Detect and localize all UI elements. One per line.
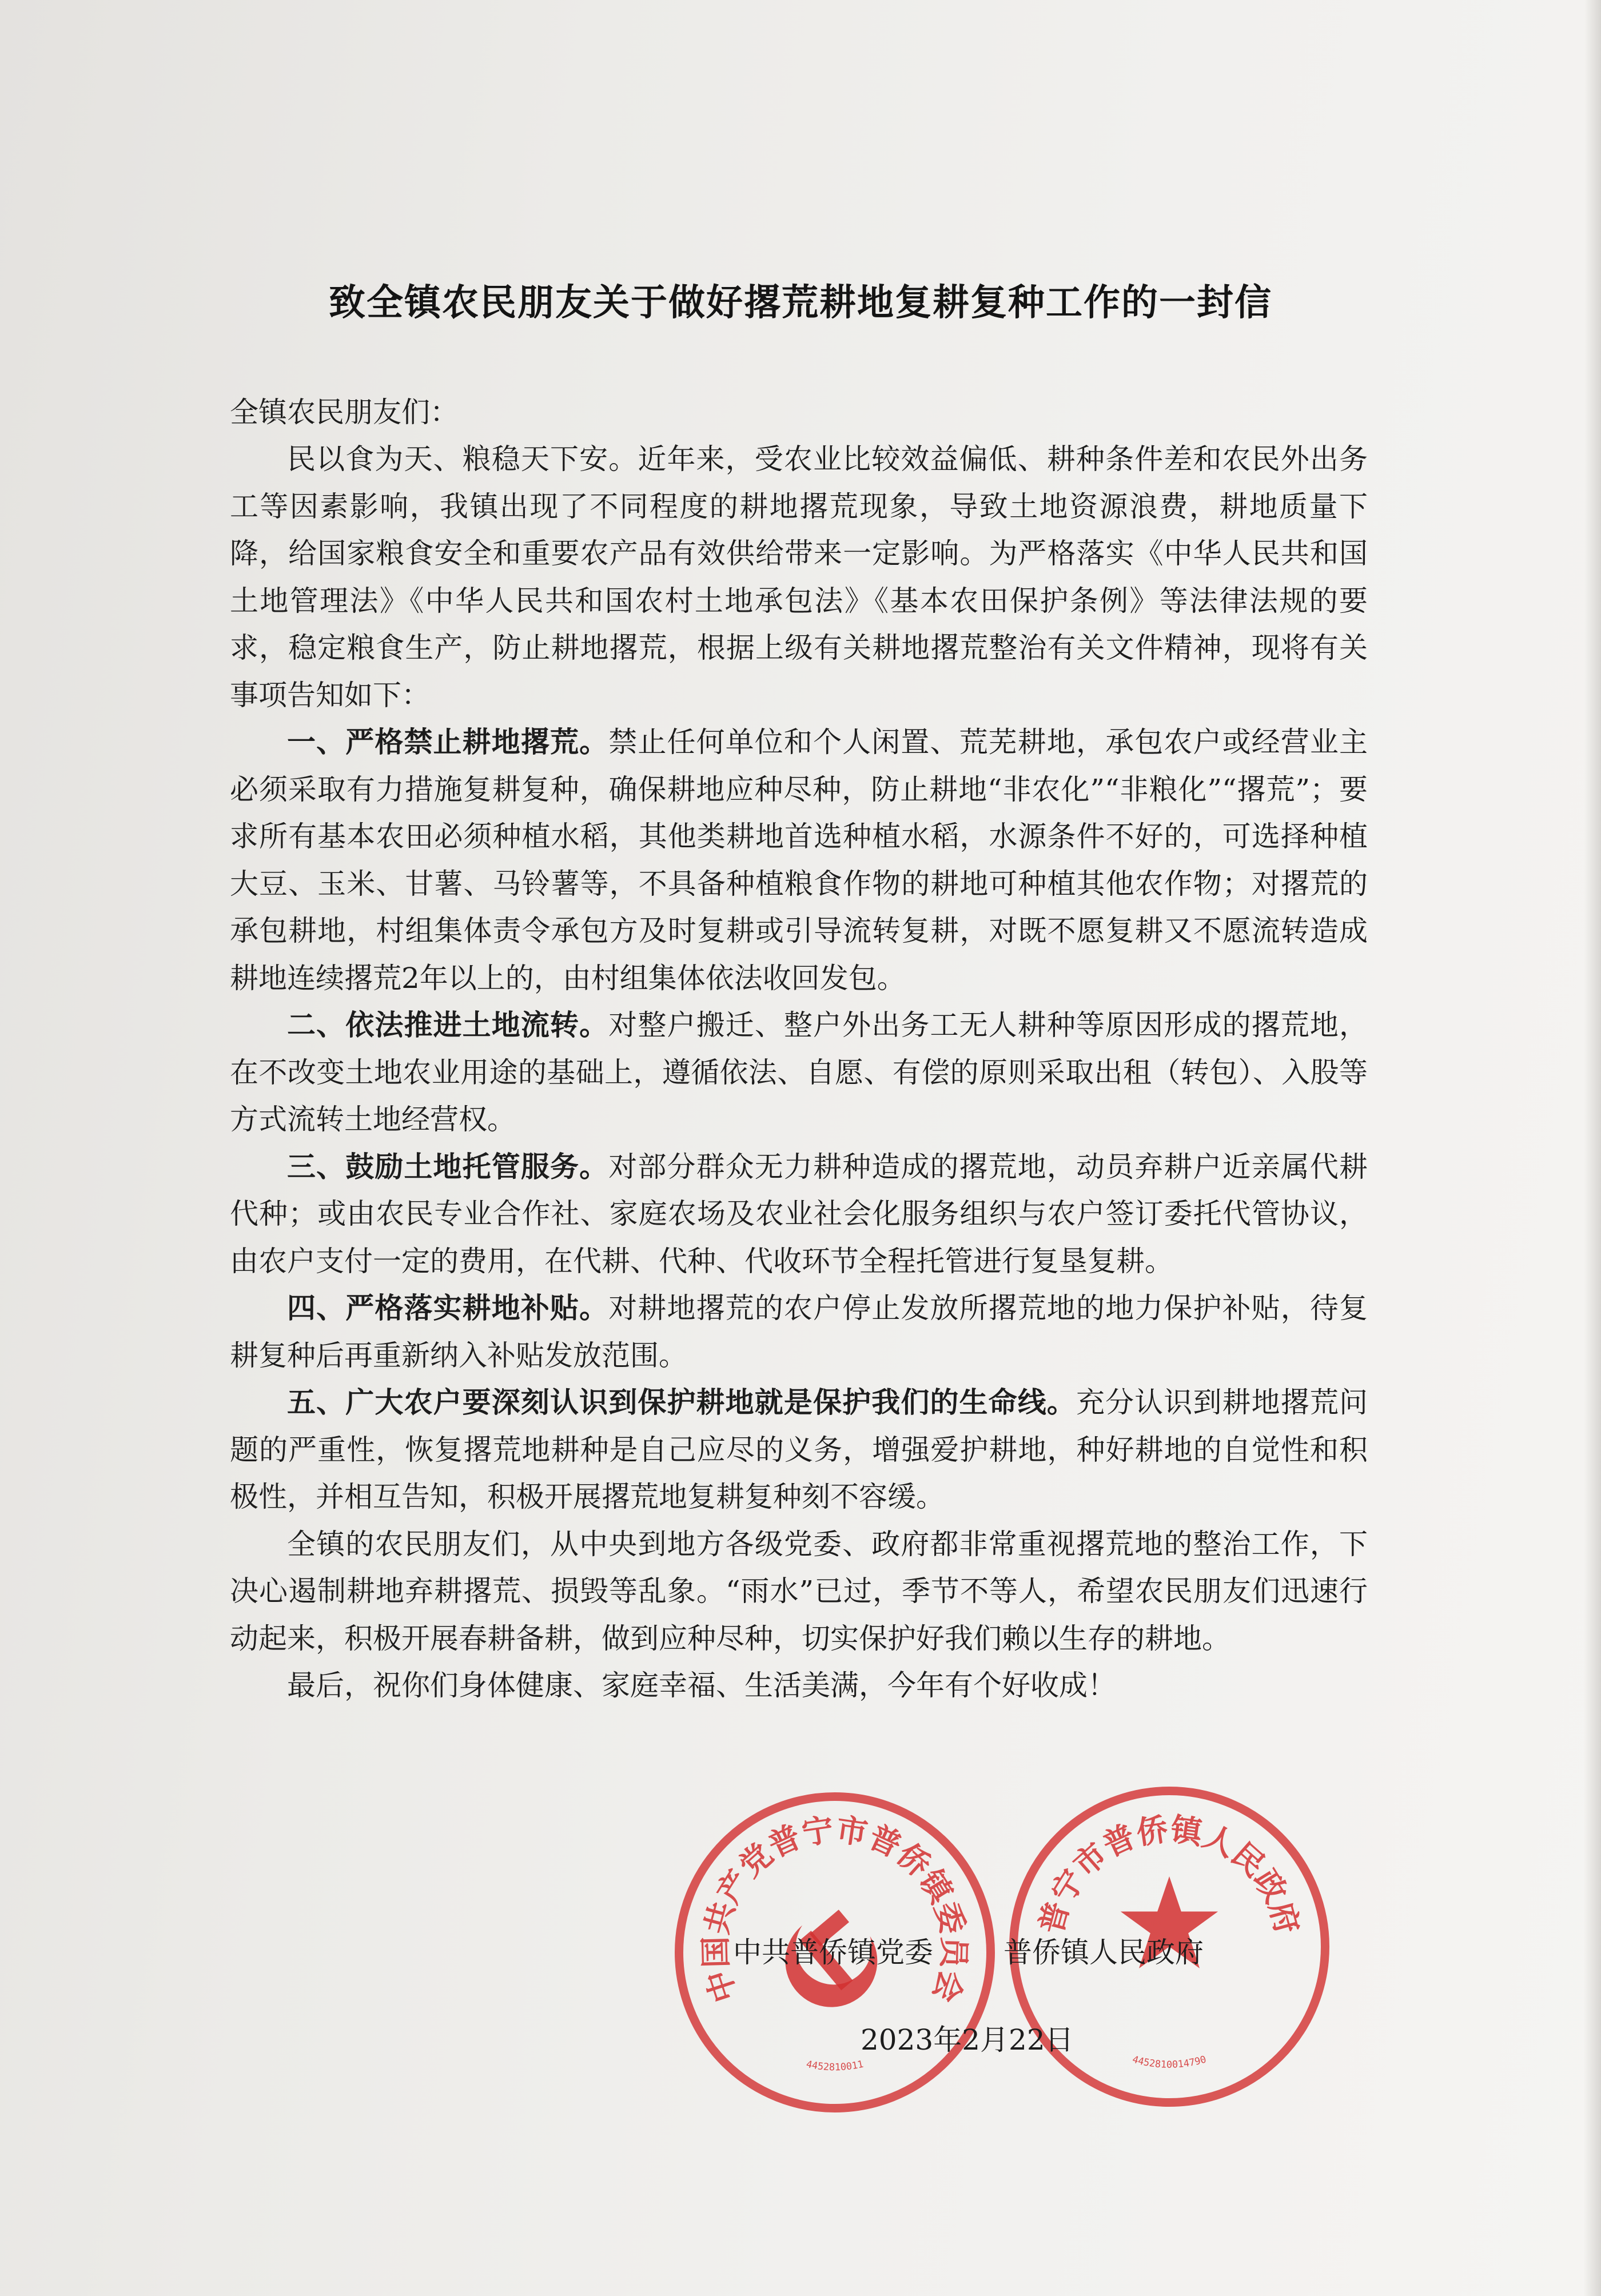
item-text-2: 对整户搬迁、整户外出务工无人耕种等原因形成的撂荒地，在不改变土地农业用途的基础上，遵循依法、自愿、有偿的原则采取出租（转包）、入股等方式流转土地经营权。 xyxy=(230,1009,1368,1136)
gov-seal-code-path: 4452810014790 xyxy=(1130,2054,1208,2071)
party-seal-code xyxy=(805,2059,865,2074)
item-text-1: 禁止任何单位和个人闲置、荒芜耕地，承包农户或经营业主必须采取有力措施复耕复种，确保耕地应种尽种，防止耕地“非农化”“非粮化”“撂荒”；要求所有基本农田必须种植水稻，其他类耕地首选种植水稻，水源条件不好的，可选择种植大豆、玉米、甘薯、马铃薯等，不具备种植粮食作物的耕地可种植其他农作物；对撂荒的承包耕地，村组集体责令承包方及时复耕或引导流转复耕，对既不愿复耕又不愿流转造成耕地连续撂荒2年以上的，由村组集体依法收回发包。 xyxy=(230,726,1368,995)
item-text-4: 对耕地撂荒的农户停止发放所撂荒地的地力保护补贴，待复耕复种后再重新纳入补贴发放范围。 xyxy=(230,1292,1368,1372)
item-paragraph-5 xyxy=(230,1379,1368,1521)
item-heading-3: 三、鼓励土地托管服务。 xyxy=(287,1150,609,1183)
closing-wishes: 最后，祝你们身体健康、家庭幸福、生活美满，今年有个好收成！ xyxy=(287,1669,1116,1702)
item-text-5: 充分认识到耕地撂荒问题的严重性，恢复撂荒地耕种是自己应尽的义务，增强爱护耕地，种好耕地的自觉性和积极性，并相互告知，积极开展撂荒地复耕复种刻不容缓。 xyxy=(230,1386,1368,1513)
item-paragraph-3 xyxy=(230,1143,1368,1285)
letter-body xyxy=(230,436,1368,1709)
item-heading-5: 五、广大农户要深刻认识到保护耕地就是保护我们的生命线。 xyxy=(287,1386,1076,1419)
closing-paragraph: 全镇的农民朋友们，从中央到地方各级党委、政府都非常重视撂荒地的整治工作，下决心遏制耕地弃耕撂荒、损毁等乱象。“雨水”已过，季节不等人，希望农民朋友们迅速行动起来，积极开展春耕备耕，做到应种尽种，切实保护好我们赖以生存的耕地。 xyxy=(230,1527,1368,1655)
signature-date: 2023年2月22日 xyxy=(861,2023,1074,2056)
party-seal-text-path: 中国共产党普宁市普侨镇委员会 xyxy=(697,1811,973,2007)
document-title: 致全镇农民朋友关于做好撂荒耕地复耕复种工作的一封信 xyxy=(329,282,1272,324)
item-paragraph-2 xyxy=(230,1002,1368,1143)
item-paragraph-1 xyxy=(230,719,1368,1002)
party-seal-code-path: 4452810011 xyxy=(805,2058,865,2074)
item-heading-2: 二、依法推进土地流转。 xyxy=(287,1009,609,1042)
item-text-3: 对部分群众无力耕种造成的撂荒地，动员弃耕户近亲属代耕代种；或由农民专业合作社、家庭农场及农业社会化服务组织与农户签订委托代管协议，由农户支付一定的费用，在代耕、代种、代收环节全程托管进行复垦复耕。 xyxy=(230,1150,1368,1278)
signature-government: 普侨镇人民政府 xyxy=(1003,1936,1204,1969)
paper-fold-shadow xyxy=(1584,0,1601,2296)
item-paragraph-4 xyxy=(230,1285,1368,1379)
gov-seal-code xyxy=(1131,2054,1208,2070)
signature-party: 中共普侨镇党委 xyxy=(733,1936,933,1969)
salutation: 全镇农民朋友们： xyxy=(230,396,459,429)
item-heading-1: 一、严格禁止耕地撂荒。 xyxy=(287,726,609,759)
item-heading-4: 四、严格落实耕地补贴。 xyxy=(287,1292,609,1325)
gov-seal-text-path: 普宁市普侨镇人民政府 xyxy=(1032,1811,1307,1938)
intro-paragraph: 民以食为天、粮稳天下安。近年来，受农业比较效益偏低、耕种条件差和农民外出务工等因素影响，我镇出现了不同程度的耕地撂荒现象，导致土地资源浪费，耕地质量下降，给国家粮食安全和重要农产品有效供给带来一定影响。为严格落实《中华人民共和国土地管理法》《中华人民共和国农村土地承包法》《基本农田保护条例》等法律法规的要求，稳定粮食生产，防止耕地撂荒，根据上级有关耕地撂荒整治有关文件精神，现将有关事项告知如下： xyxy=(230,443,1368,712)
